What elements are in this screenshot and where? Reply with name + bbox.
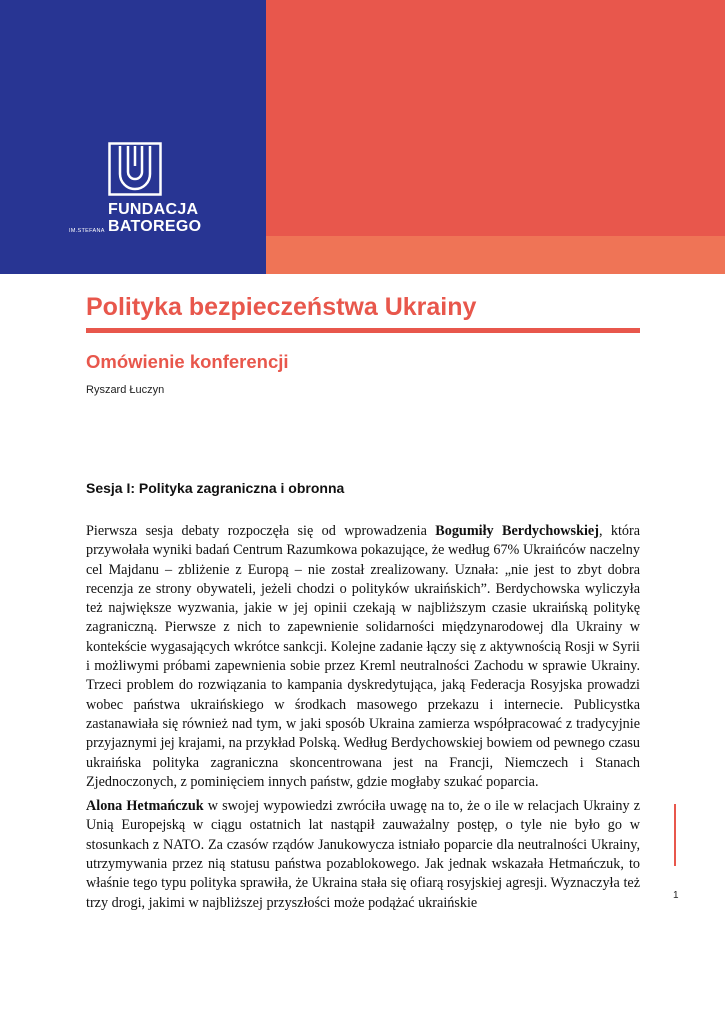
header-red-panel <box>266 0 725 236</box>
margin-accent-rule <box>674 804 676 866</box>
logo-line-2: BATOREGO <box>108 218 202 235</box>
section-heading: Sesja I: Polityka zagraniczna i obronna <box>86 480 345 496</box>
logo-line-1: FUNDACJA <box>108 201 199 218</box>
paragraph-1 <box>86 522 640 792</box>
paragraph-2 <box>86 797 640 913</box>
paragraph-2-bold-name: Alona Hetmańczuk <box>86 798 204 815</box>
document-title: Polityka bezpieczeństwa Ukrainy <box>86 293 477 321</box>
page-number: 1 <box>673 890 679 901</box>
title-underline <box>86 328 640 333</box>
paragraph-1-rest: , która przywołała wyniki badań Centrum Razumkowa pokazujące, że według 67% Ukraińców naczelny cel Majdanu – zbliżenie z Europą – nie został zrealizowany. Uznała: „nie jest to zbyt dobra recenzja ze strony obywateli, jeżeli chodzi o polityków ukraińskich”. Berdychowska wyliczyła też największe wyzwania, jakie w jej opinii czekają w najbliższym czasie ukraińską politykę zagraniczną. Pierwsze z nich to zapewnienie solidarności międzynarodowej dla Ukrainy w kontekście wygasających wkrótce sankcji. Kolejne zadanie łączy się z aktywnością Rosji w Syrii i możliwymi próbami zapewnienia sobie przez Kreml neutralności Zachodu w sprawie Ukrainy. Trzeci problem do rozwiązania to kampania dyskredytująca, jaką Federacja Rosyjska prowadzi wobec państwa ukraińskiego w środkach masowego przekazu i internecie. Publicystka zastanawiała się również nad tym, w jaki sposób Ukraina zamierza współpracować z tradycyjnie przyjaznymi jej krajami, na przykład Polską. Według Berdychowskiej bowiem od pewnego czasu ukraińska polityka zagraniczna skoncentrowana jest na Francji, Niemczech i Stanach Zjednoczonych, z pominięciem innych państw, gdzie mogłaby szukać poparcia. <box>86 523 641 790</box>
body-text <box>86 522 640 918</box>
paragraph-1-bold-name: Bogumiły Berdychowskiej <box>435 523 599 539</box>
document-subtitle: Omówienie konferencji <box>86 351 289 372</box>
paragraph-1-intro: Pierwsza sesja debaty rozpoczęła się od wprowadzenia <box>86 523 436 539</box>
fundacja-batorego-logo-icon <box>108 142 162 196</box>
paragraph-2-rest: w swojej wypowiedzi zwróciła uwagę na to, że o ile w relacjach Ukrainy z Unią Europejską w ciągu ostatnich lat nastąpił zauważalny postęp, o tyle nie było go w stosunkach z NATO. Za czasów rządów Janukowycza istniało poparcie dla neutralności Ukrainy, utrzymywania przez nią statusu państwa pozablokowego. Jak jednak wskazała Hetmańczuk, to właśnie tego typu polityka sprawiła, że Ukraina stała się ofiarą rosyjskiej agresji. Wyznaczyła też trzy drogi, jakimi w najbliższej przyszłości może podążać ukraińskie <box>86 798 641 911</box>
author-name: Ryszard Łuczyn <box>86 384 165 396</box>
logo-wordmark <box>108 201 201 235</box>
header-salmon-band <box>266 236 725 274</box>
logo-prefix: IM.STEFANA <box>69 228 105 234</box>
